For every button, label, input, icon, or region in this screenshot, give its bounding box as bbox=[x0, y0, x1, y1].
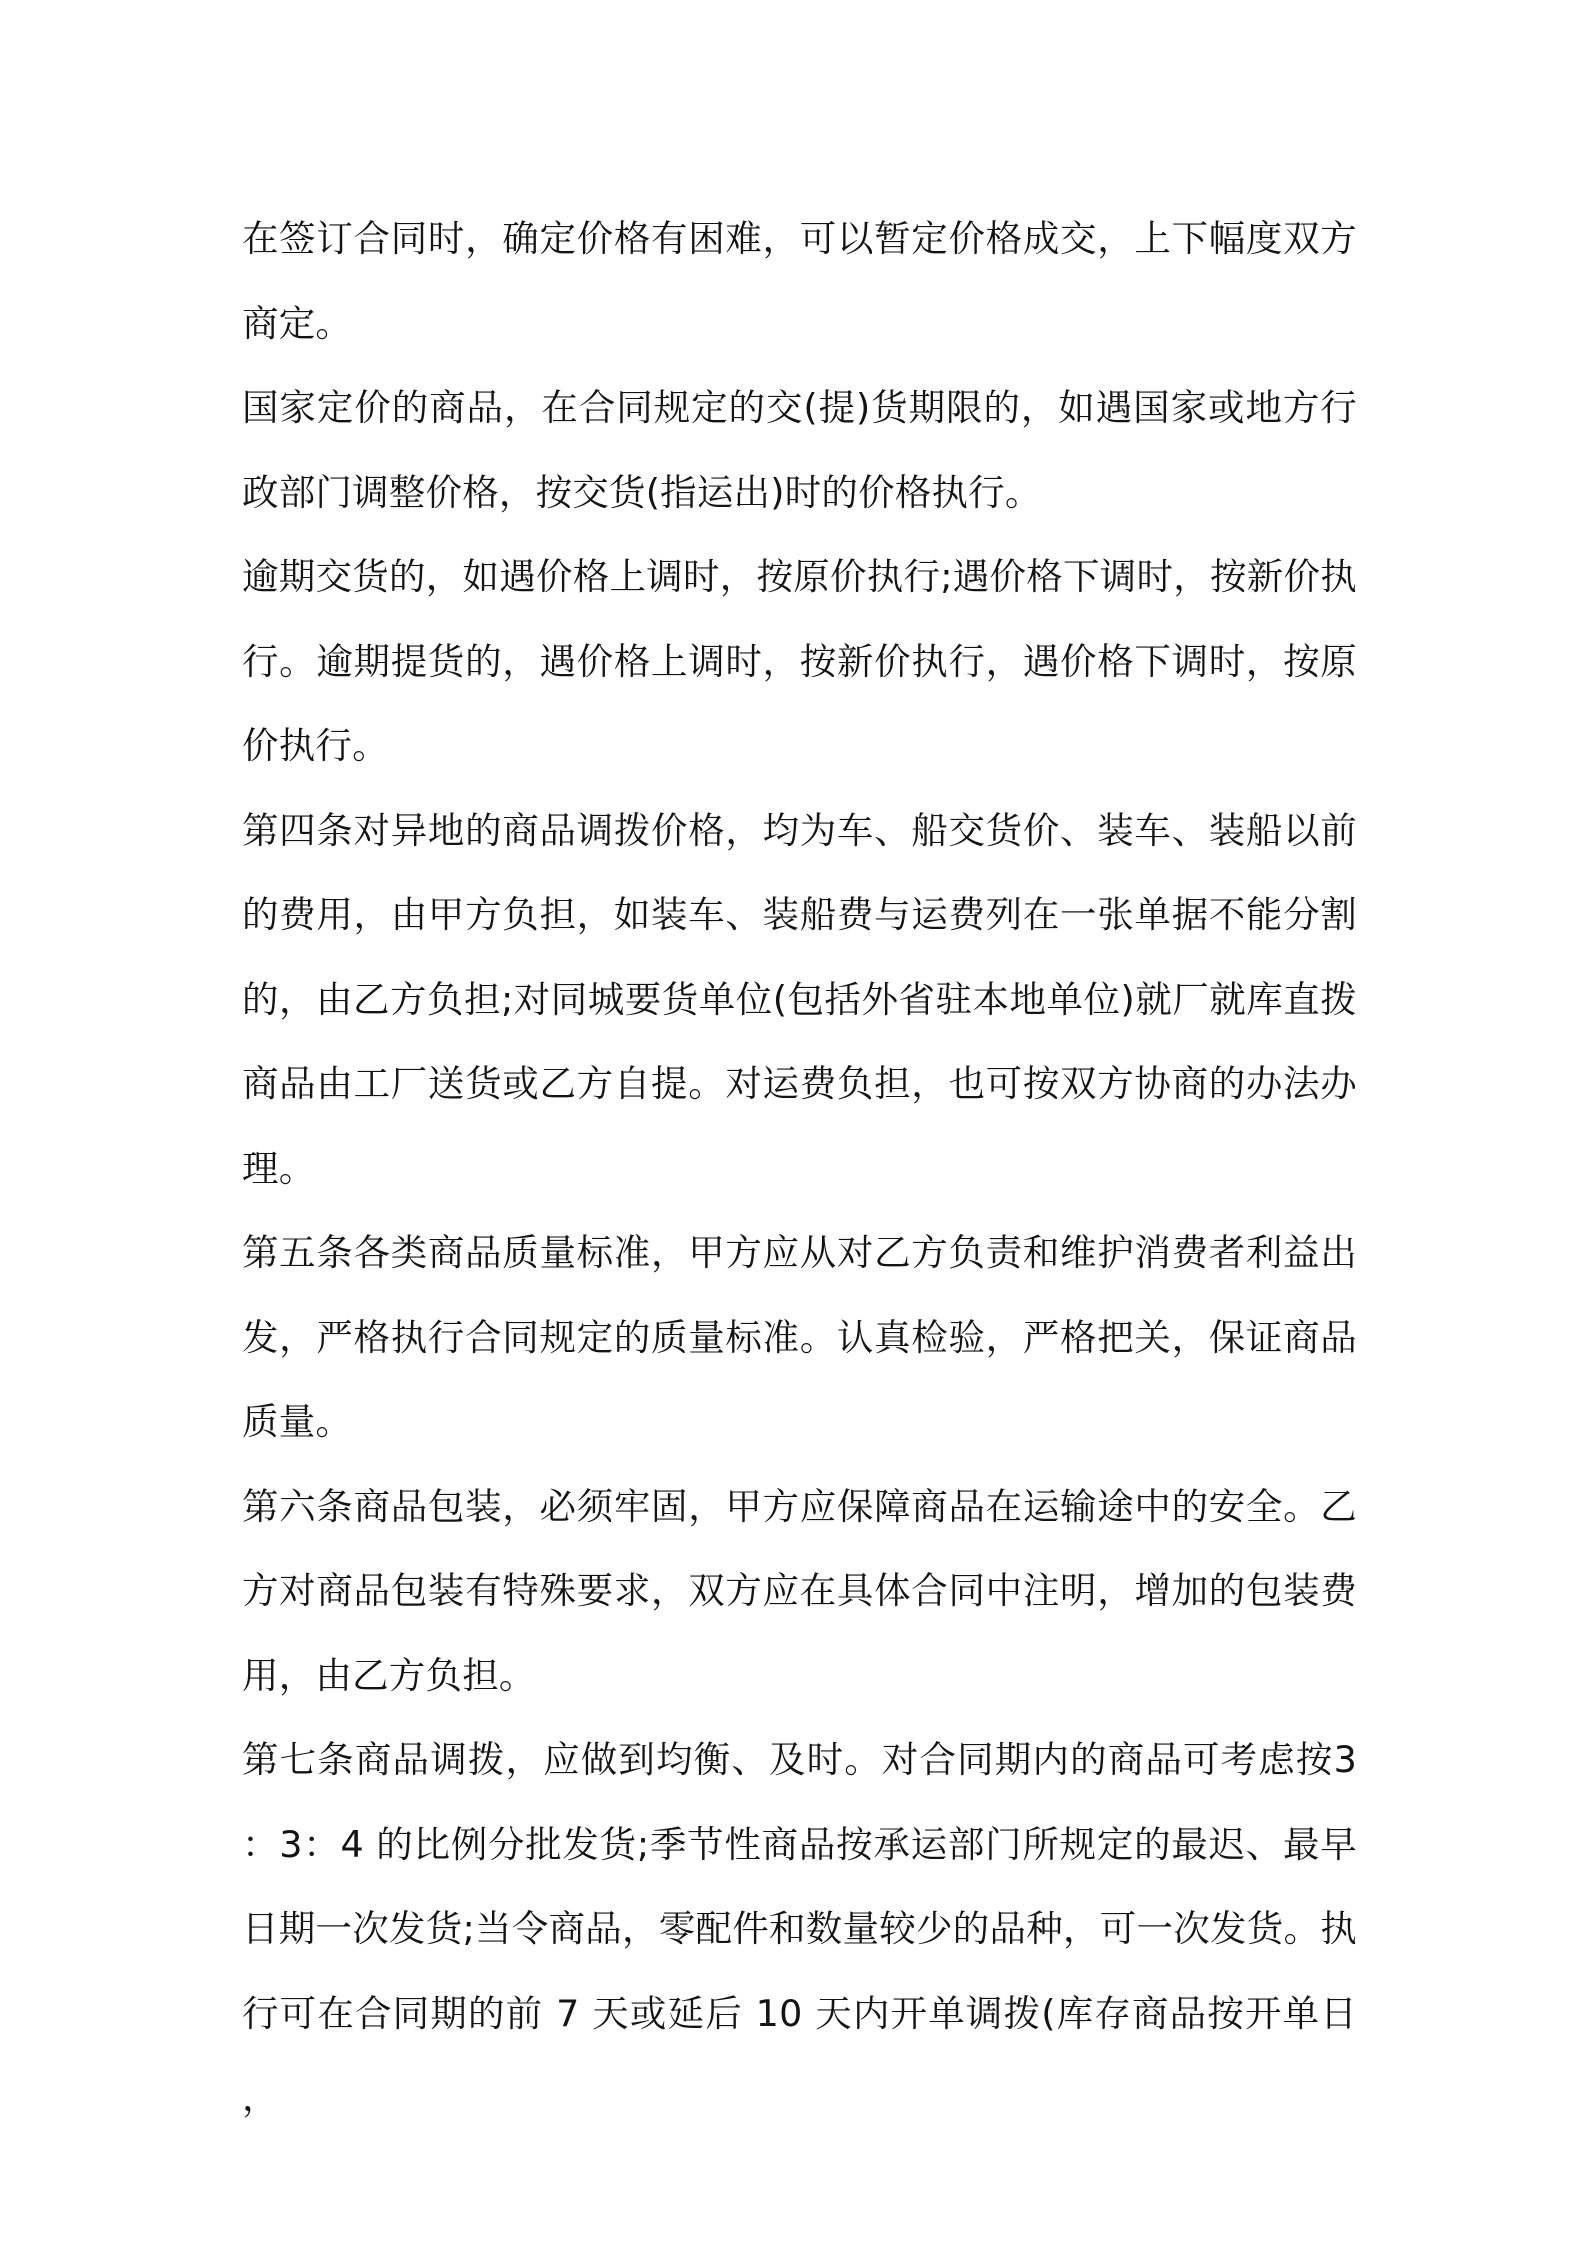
paragraph-overdue-delivery: 逾期交货的，如遇价格上调时，按原价执行;遇价格下调时，按新价执行。逾期提货的，遇价格上调时，按新价执行，遇价格下调时，按原价执行。 bbox=[242, 555, 1357, 767]
paragraph-price-negotiation: 在签订合同时，确定价格有困难，可以暂定价格成交，上下幅度双方商定。 bbox=[242, 217, 1357, 345]
paragraph-state-pricing: 国家定价的商品，在合同规定的交(提)货期限的，如遇国家或地方行政部门调整价格，按交货(指运出)时的价格执行。 bbox=[242, 386, 1357, 514]
paragraph-article-4: 第四条对异地的商品调拨价格，均为车、船交货价、装车、装船以前的费用，由甲方负担，如装车、装船费与运费列在一张单据不能分割的，由乙方负担;对同城要货单位(包括外省驻本地单位)就厂就库直拨商品由工厂送货或乙方自提。对运费负担，也可按双方协商的办法办理。 bbox=[242, 808, 1357, 1190]
paragraph-article-5: 第五条各类商品质量标准，甲方应从对乙方负责和维护消费者利益出发，严格执行合同规定的质量标准。认真检验，严格把关，保证商品质量。 bbox=[242, 1231, 1357, 1443]
paragraph-article-7: 第七条商品调拨，应做到均衡、及时。对合同期内的商品可考虑按3：3：4 的比例分批发货;季节性商品按承运部门所规定的最迟、最早日期一次发货;当令商品，零配件和数量较少的品种，可一次发货。执行可在合同期的前 7 天或延后 10 天内开单调拨(库存商品按开单日， bbox=[242, 1738, 1357, 2119]
document-body bbox=[242, 197, 1357, 2141]
paragraph-article-6: 第六条商品包装，必须牢固，甲方应保障商品在运输途中的安全。乙方对商品包装有特殊要求，双方应在具体合同中注明，增加的包装费用，由乙方负担。 bbox=[242, 1484, 1357, 1697]
